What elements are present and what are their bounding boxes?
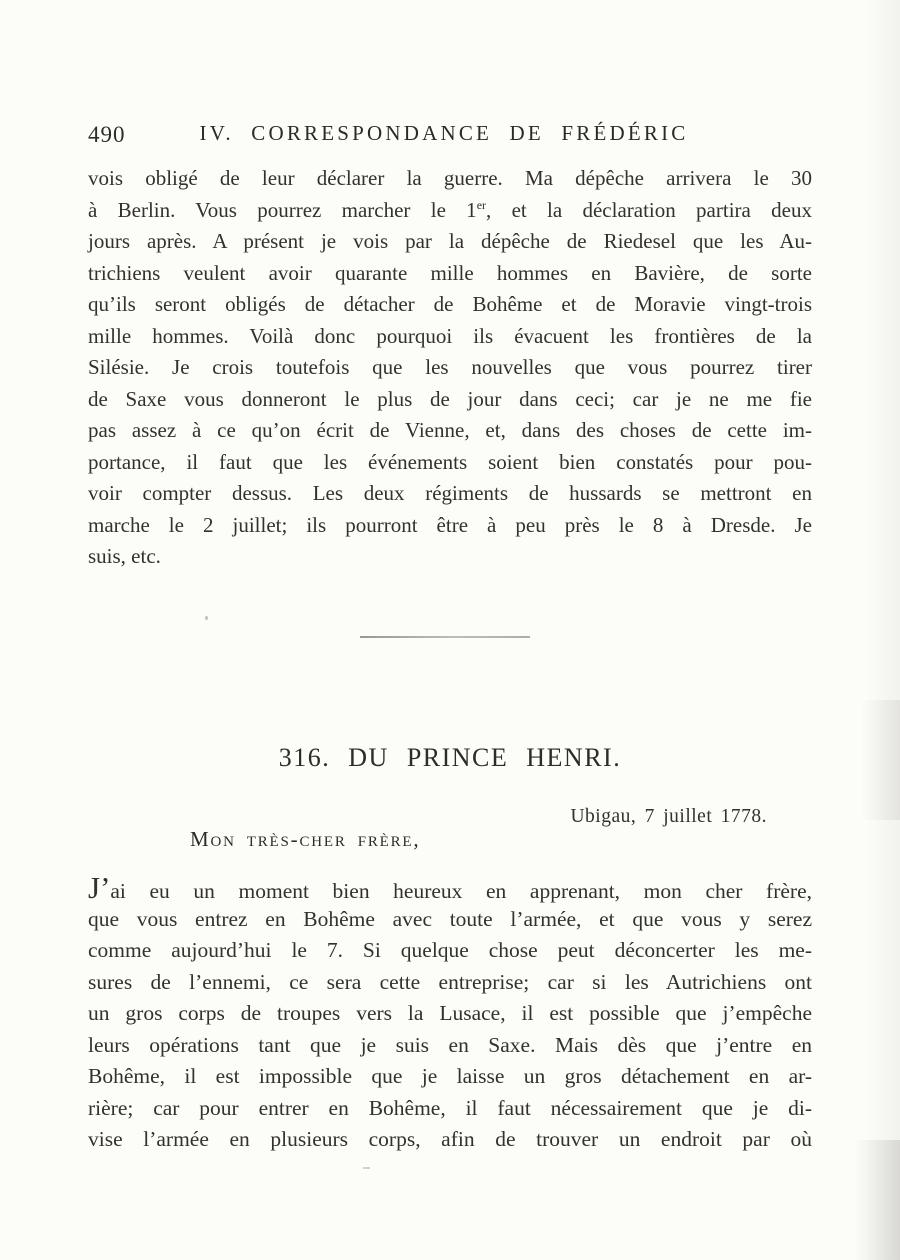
text-line: mille hommes. Voilà donc pourquoi ils évacuent les frontières de la: [88, 323, 812, 348]
text-line: J’ai eu un moment bien heureux en apprenant, mon cher frère,: [88, 870, 812, 905]
letter-dateline: Ubigau, 7 juillet 1778.: [570, 806, 767, 827]
text-line: de Saxe vous donneront le plus de jour dans ceci; car je ne me fie: [88, 386, 812, 411]
letter-body: [88, 872, 812, 1156]
scan-edge-shading-bottom: [854, 1140, 900, 1260]
text-line: leurs opérations tant que je suis en Saxe. Mais dès que j’entre en: [88, 1032, 812, 1057]
scan-edge-shading-mid: [860, 700, 900, 820]
text-line: suis, etc.: [88, 544, 161, 568]
text-line: comme aujourd’hui le 7. Si quelque chose peut déconcerter les me-: [88, 938, 812, 962]
scan-speck: [363, 1167, 370, 1169]
text-line: trichiens veulent avoir quarante mille hommes en Bavière, de sorte: [88, 260, 812, 285]
text-line: vise l’armée en plusieurs corps, afin de trouver un endroit par où: [88, 1127, 812, 1151]
text-line: rière; car pour entrer en Bohême, il faut nécessairement que je di-: [88, 1095, 812, 1120]
text-line: que vous entrez en Bohême avec toute l’armée, et que vous y serez: [88, 906, 812, 931]
running-title: IV. CORRESPONDANCE DE FRÉDÉRIC: [199, 121, 689, 145]
text-line: voir compter dessus. Les deux régiments de hussards se mettront en: [88, 481, 812, 505]
text-line: marche le 2 juillet; ils pourront être à peu près le 8 à Dresde. Je: [88, 512, 812, 537]
text-line: à Berlin. Vous pourrez marcher le 1er, et la déclaration partira deux: [88, 197, 812, 222]
paragraph-continuation: [88, 163, 812, 573]
text-line: un gros corps de troupes vers la Lusace, il est possible que j’empêche: [88, 1001, 812, 1025]
text-line: qu’ils seront obligés de détacher de Bohême et de Moravie vingt-trois: [88, 292, 812, 316]
page-header: [88, 121, 812, 151]
text-line: sures de l’ennemi, ce sera cette entreprise; car si les Autrichiens ont: [88, 969, 812, 994]
scan-speck: [205, 616, 208, 620]
text-line: pas assez à ce qu’on écrit de Vienne, et, dans des choses de cette im-: [88, 418, 812, 442]
letter-salutation: Mon très-cher frère,: [190, 827, 421, 851]
text-line: Silésie. Je crois toutefois que les nouvelles que vous pourrez tirer: [88, 355, 812, 379]
section-divider-rule: [360, 636, 530, 638]
text-line: jours après. A présent je vois par la dépêche de Riedesel que les Au-: [88, 229, 812, 253]
page-number: 490: [88, 122, 126, 147]
scan-edge-shading: [866, 0, 900, 1260]
text-line: Bohême, il est impossible que je laisse un gros détachement en ar-: [88, 1064, 812, 1088]
letter-heading: 316. DU PRINCE HENRI.: [278, 743, 622, 772]
text-line: vois obligé de leur déclarer la guerre. Ma dépêche arrivera le 30: [88, 166, 812, 190]
text-line: portance, il faut que les événements soient bien constatés pour pou-: [88, 449, 812, 474]
